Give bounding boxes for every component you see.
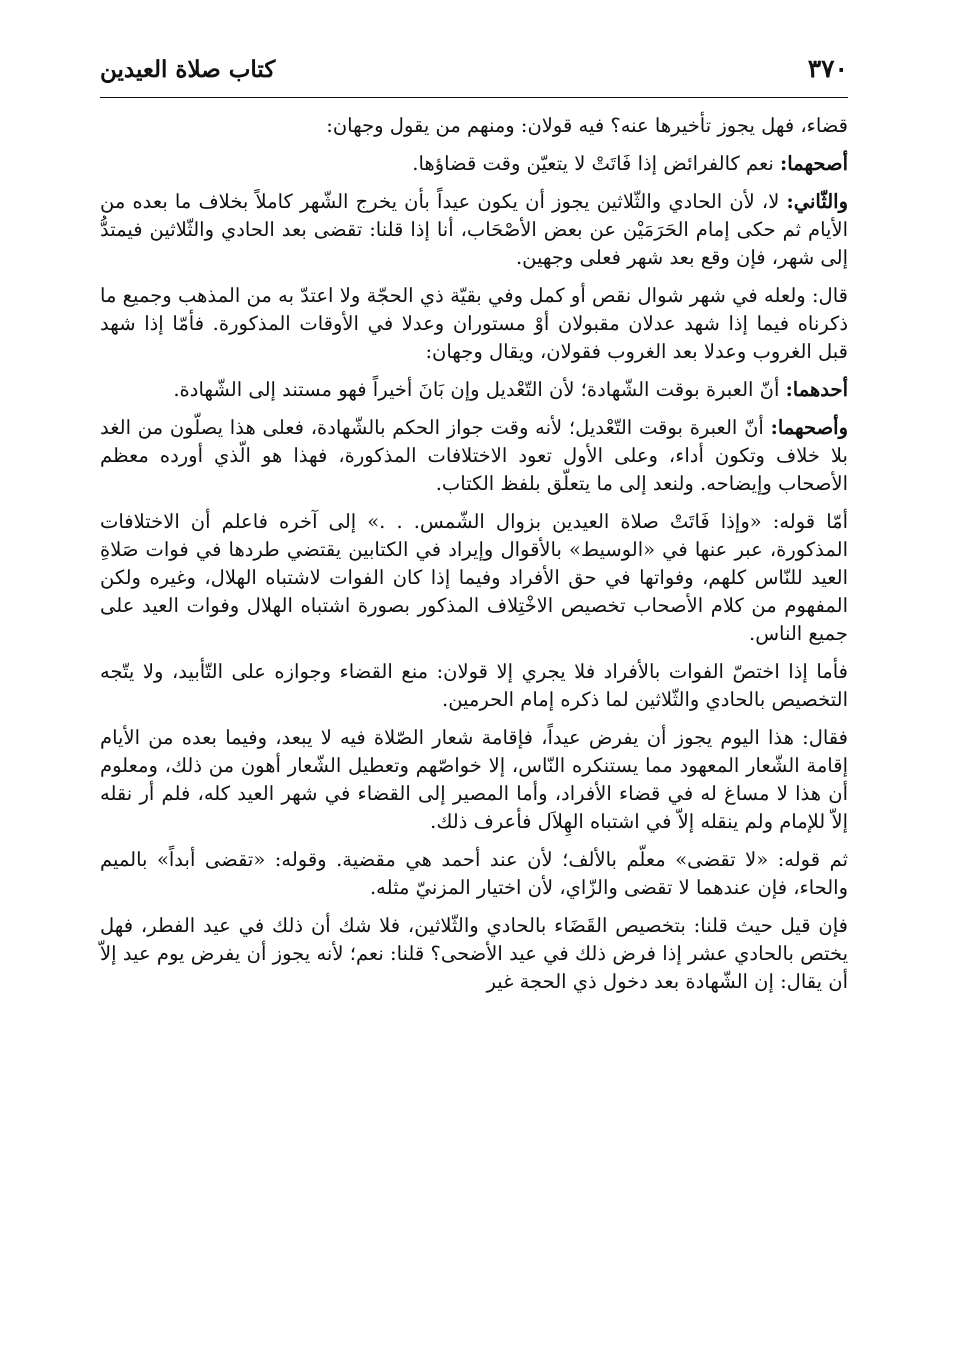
paragraph-lead: والثّاني: [786,190,848,213]
paragraph: قضاء، فهل يجوز تأخيرها عنه؟ فيه قولان: ومنهم من يقول وجهان: [326,114,848,137]
paragraph: والثّاني: لا، لأن الحادي والثّلاثين يجوز أن يكون عيداً بأن يخرج الشّهر كاملاً بخلاف ما بعده من الأيام ثم حكى إمام الحَرَمَيْن عن بعض الأصْحَاب، أنا إذا قلنا: تقضى بعد الحادي والثّلاثين فيمتدُّ إلى شهر، فإن وقع بعد شهر فعلى وجهين. [100,190,848,269]
header-divider [100,97,848,98]
running-title: كتاب صلاة العيدين [100,56,276,83]
paragraph: فإن قيل حيث قلنا: بتخصيص القَضَاء بالحادي والثّلاثين، فلا شك أن ذلك في عيد الفطر، فهل يختص بالحادي عشر إذا فرض ذلك في عيد الأضحى؟ قلنا: نعم؛ لأنه يجوز أن يفرض يوم عيد إلاّ أن يقال: إن الشّهادة بعد دخول ذي الحجة غير [100,914,848,993]
body-text [100,112,848,1006]
paragraph-lead: وأصحهما: [770,416,849,439]
paragraph: وأصحهما: أنّ العبرة بوقت التّعْديل؛ لأنه وقت جواز الحكم بالشّهادة، فعلى هذا يصلّون من الغد بلا خلاف وتكون أداء، وعلى الأول تعود الاختلافات المذكورة، فهذا هو الّذي أورده معظم الأصحاب وإيضاحه. ولنعد إلى ما يتعلّق بلفظ الكتاب. [100,416,849,495]
paragraph: أمّا قوله: «وإذا فَاتَتْ صلاة العيدين بزوال الشّمس. . .» إلى آخره فاعلم أن الاختلافات المذكورة، عبر عنها في «الوسيط» بالأقوال وإيراد في الكتابين يقتضي طردها في فوات صَلاةِ العيد للنّاس كلهم، وفواتها في حق الأفراد وفيما إذا كان الفوات لاشتباه الهلال، وغيره ولكن المفهوم من كلام الأصحاب تخصيص الاخْتِلاف المذكور بصورة اشتباه الهلال وفوات العيد على جميع الناس. [100,510,848,645]
paragraph: ثم قوله: «لا تقضى» معلّم بالألف؛ لأن عند أحمد هي مقضية. وقوله: «تقضى أبداً» بالميم والحاء، فإن عندهما لا تقضى والزّاي، لأن اختيار المزنيّ مثله. [100,848,848,899]
paragraph: فأما إذا اختصّ الفوات بالأفراد فلا يجري إلا قولان: منع القضاء وجوازه على التّأبيد، ولا يتّجه التخصيص بالحادي والثّلاثين لما ذكره إمام الحرمين. [100,660,848,711]
paragraph: أحدهما: أنّ العبرة بوقت الشّهادة؛ لأن التّعْديل وإن بَانَ أخيراً فهو مستند إلى الشّهادة. [173,378,848,401]
page-header [100,52,848,92]
paragraph-lead: أحدهما: [785,378,848,401]
paragraph-lead: أصحهما: [780,152,848,175]
page-number: ٣٧٠ [807,54,848,83]
paragraph: أصحهما: نعم كالفرائض إذا فَاتَتْ لا يتعيّن وقت قضاؤها. [412,152,848,175]
paragraph: قال: ولعله في شهر شوال نقص أو كمل وفي بقيّة ذي الحجّة ولا اعتدّ به من المذهب وجميع ما ذكرناه فيما إذا شهد عدلان مقبولان أوْ مستوران وعدلا في الأوقات المذكورة. فأمّا إذا شهد قبل الغروب وعدلا بعد الغروب فقولان، ويقال وجهان: [100,284,848,363]
paragraph: فقال: هذا اليوم يجوز أن يفرض عيداً، فإقامة شعار الصّلاة فيه لا يبعد، وفيما بعده من الأيام إقامة الشّعار المعهود مما يستنكره النّاس، إلا خواصّهم وتعطيل الشّعار أهون من ذلك، ومعلوم أن هذا لا مساغ له في قضاء الأفراد، وأما المصير إلى القضاء في شهر العيد كله، فلم أر نقله إلاّ للإمام ولم ينقله إلاّ في اشتباه الهِلاَل فأعرف ذلك. [100,726,848,833]
